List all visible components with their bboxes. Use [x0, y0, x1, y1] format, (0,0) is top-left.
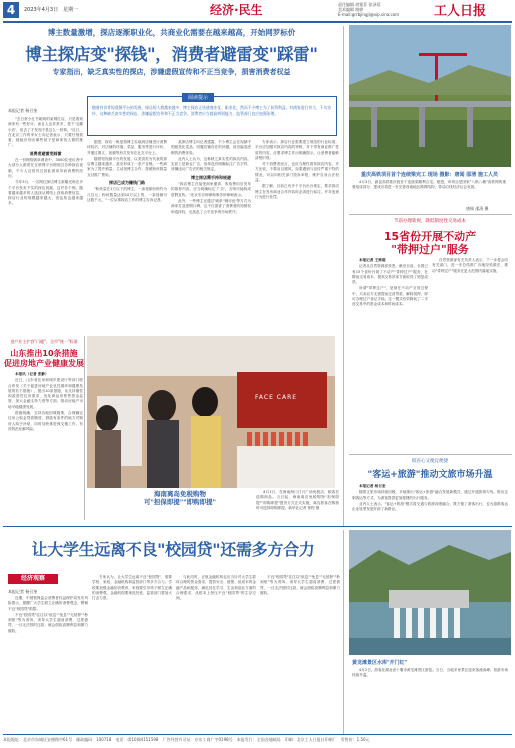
page-date: 2023年4月3日 星期一 — [24, 7, 79, 13]
face-care-sign: FACE CARE — [255, 394, 298, 401]
economic-observer-label: 经济观察 — [8, 574, 58, 584]
lead-col3-p2: 业内人士认为，这种缺乏真实性的探店内容，实质上是商业广告，但却没有明确标注广告字样，涉嫌违反广告法的相关规定。 — [171, 156, 251, 172]
tourism-p2: 业内人士表示，"客运+旅游"模式将交通与旅游深度融合，既方便了游客出行，也为道路客运企业转型发展开辟了新路径。 — [352, 501, 508, 512]
shandong-byline: 本报讯（记者 张翀） — [15, 372, 49, 376]
lead-col1-p3: 今年3月，一名网红探店博主被曝光称在多个平台发布不实的探店视频，这并非个例。随着越来越多的人选择从网络上获取消费信息，探店行业的规模越来越大，但乱象也越来越多。 — [8, 180, 83, 206]
daiya-body-left — [352, 258, 428, 450]
chongqing-caption: 重庆高铁项目首个连续梁完工 现场 摄影：唐闻 邵清 施工人员 — [361, 172, 498, 178]
lead-col-3 — [171, 140, 251, 330]
huanglongtan-art — [349, 530, 511, 655]
lead-subhead-3: 博主探店需手持和规避 — [191, 174, 231, 180]
daiya-p3: 自然资源部有关负责人表示，下一步将会同有关部门，进一步总结推广各地经验做法，推动"带押过户"服务在更大范围内落地实施。 — [432, 258, 508, 273]
campus-col-4 — [260, 575, 340, 732]
chongqing-credit: 唐闻 邵清 摄 — [466, 206, 489, 211]
newspaper-logo: 工人日报 — [434, 4, 487, 19]
lead-col4-p2: 对于消费者而言，也应当理性看待探店内容，多方比较，不要盲目跟风。如果遇到与宣传严重不符的情况，可以向相关部门投诉举报，维护自身合法权益。 — [255, 162, 339, 183]
huanglongtan-body — [352, 668, 508, 732]
divider-right-1 — [349, 214, 512, 215]
page-number: 4 — [3, 2, 19, 18]
lead-col4-p1: 专家表示，探店行业需要建立规范的行业标准，平台应加强对探店内容的审核，对于带有商业推广性质的内容，应要求博主作出明确提示，让消费者能够清楚识别。 — [255, 140, 339, 160]
duty-free-title: 海南离岛免税购物 可"担保即提""即购即提" — [143, 490, 217, 506]
daiya-p1: 记者从自然资源部获悉，截至目前，全国已有15个省份开展了不动产"带押过户"服务，在降低交易成本、提高交易效率方面取得了明显成效。 — [352, 264, 428, 285]
lead-deck: 专家指出，缺乏真实性的探店，涉嫌虚假宣传和不正当竞争，损害消费者权益 — [52, 68, 291, 76]
lead-col2-p2: 随着短视频平台的发展，以美食类为代表的探店博主越来越多，甚至形成了一条产业链。一些商家为了提升销量，主动找博主合作，按照粉丝数量支付推广费用。 — [87, 156, 167, 177]
tourism-kicker: 既省心又便宜便捷 — [412, 459, 448, 464]
tourism-title: "客运+旅游"推动文旅市场升温 — [367, 470, 493, 480]
tourism-byline: 本报记者 杨召奎 — [359, 484, 386, 488]
page-header — [0, 0, 515, 20]
duty-free-caption — [256, 490, 339, 520]
campus-p4: 与此同时，正规金融机构也应当针对大学生群体合理的资金需求，提供安全、便捷、低成本的金融产品和服务，满足其在学习、生活和创业方面的合理需求，从根本上挤压不良"校园贷"的生存空间。 — [176, 575, 256, 601]
divider-bottom — [3, 526, 512, 527]
lead-col2-p3: "粉丝量在1万以下的博主，一条视频价格约为几百元；粉丝数量达到10万以上的，一条视频可达数千元。"一位从事探店工作的博主告诉记者。 — [87, 187, 167, 202]
campus-p5: 不良"校园贷"往往以"低息""免息""无抵押""秒到账"等为诱饵，诱导大学生超前消费、过度借贷，一旦无法按时还款，就会面临高额利息和暴力催收。 — [260, 575, 340, 595]
chongqing-body — [352, 180, 506, 206]
lead-col3-p4: 此外，一些博主还通过'刷单''刷评论'等方式为商家打造虚假口碑，这不仅损害了消费者的知情权和选择权，也扰乱了公平竞争的市场秩序。 — [171, 198, 251, 214]
reading-tip-text: 随着抖音等短视频平台的发展，探店的人群越来越多，博主探店正快速商业化、职业化。然而不少博主为了获得利益，对商家进行夸大、不实宣传，这种缺乏真实性的探店，涉嫌虚假宣传和不正当竞争，消费者应当提高辨别能力，监管部门也应加强治理。 — [92, 105, 332, 116]
right-column-divider — [343, 26, 344, 526]
daiya-byline: 本报记者 王维砚 — [359, 258, 386, 262]
lead-col-1 — [8, 117, 83, 333]
daiya-kicker: 节前办理新规，降低制度性交易成本 — [394, 219, 466, 224]
campus-loan-headline: 让大学生远离不良"校园贷"还需多方合力 — [31, 540, 315, 559]
email-line: E-mail:grrbjingji@vip.sina.com — [338, 12, 399, 17]
header-rule — [3, 21, 512, 23]
lead-headline: 博主探店变"探钱"，消费者避雷变"踩雷" — [25, 45, 318, 64]
divider-shandong — [84, 336, 85, 520]
lead-col4-p3: 据了解，目前已有多个平台出台规定，要求探店博主在发布商业合作内容时必须进行标注，并对违规行为进行处罚。 — [255, 184, 339, 199]
daiya-title: 15省份开展不动产 "带押过户"服务 — [383, 230, 477, 256]
campus-col-1 — [8, 596, 88, 732]
chongqing-rail-photo — [349, 25, 511, 167]
shandong-p1: 近日，山东省住房和城乡建设厅等部门联合印发《关于促进房地产业良性循环和健康发展的若干措施》，提出10条措施，从支持刚性和改善性住房需求、优化商品房预售资金监管、加大金融支持力度等方面，推动房地产市场平稳健康发展。 — [8, 378, 83, 409]
duty-free-caption-text: 4月1日，在海南海口日月广场免税店，顾客在选购商品。当日起，海南离岛免税购物"担保即提""即购即提"提货方式正式实施，离岛旅客在购物时可选择即购即提。新华社记者 郭程 摄 — [256, 490, 339, 510]
daiya-body-right — [432, 258, 508, 450]
lead-col-2 — [87, 140, 167, 330]
art-editor-line: 美术编辑 路婷 — [338, 7, 364, 12]
shandong-p2: 措施明确，支持各地因城施策，合理确定住房公积金贷款额度，鼓励有条件的地方对购房人给予补贴，同时加快推进保交楼工作，有效防范化解风险。 — [8, 411, 83, 431]
footer-info: 本报地址：北京市东城区安德路甲61号 邮政编码：100718 电话：(010)84151598 广告经营许可证：京东工商广字0198号 本报发行：全国各地邮局 印刷：北京工人日报社印刷厂 零售价：1.50元 — [3, 737, 370, 742]
lead-col1-p2: 在一份网络刷单调查中，3000位受访者中大部分人都曾在互联网平台刷到过各种探店视频，不少人还曾有过因此被误导而消费的经历。 — [8, 158, 83, 178]
shandong-title: 山东推出10条措施 促进房地产业健康发展 — [4, 349, 84, 368]
campus-p1: 近期，中国银保监会消费者权益保护局发布风险提示，提醒广大学生树立正确的消费观念，警惕不良"校园贷"陷阱。 — [8, 596, 88, 611]
shandong-kicker: 进户业主扩容"门槛"，全市"统一"标准 — [10, 339, 78, 344]
lead-col3-p3: "探店博主在接受商家邀请、收取费用后发布的推荐内容，应当明确标注'广告'，否则可能构成虚假宣传。"北京市京师律师事务所律师表示。 — [171, 182, 251, 197]
campus-col-2 — [92, 575, 172, 732]
editors-line: 责任编辑 胡冕菲 张泽蓉 — [338, 2, 381, 7]
duty-free-photo — [87, 336, 335, 488]
lead-kicker: 博主数量激增，探店逐渐职业化，共商业化需要在越来越高，开始网罗标价 — [47, 28, 296, 37]
editors-block — [338, 2, 399, 17]
chongqing-rail-art — [349, 25, 511, 167]
chongqing-body-text: 4月3日，渝昆高铁重庆段首个连续梁顺利合龙。据悉，该项目是国家"八纵八横"高铁网的重要组成部分，建成后将进一步完善西南地区路网结构，带动沿线经济社会发展。 — [352, 180, 506, 190]
bottom-right-divider — [343, 530, 344, 734]
lead-col1-p1: "去日常小红书刷到的某网红店，只是看到商家有一些好评，而且人也非常多，是个'宝藏小店'，但去了才发现不是这么一回事。"近日，在北京工作的李女士向记者表示，只要仔细看看，就能识别出哪些帖子是商家找人做的推广。 — [8, 117, 83, 148]
campus-p3: 专家认为，让大学生远离不良"校园贷"，需要学校、家庭、金融机构和监管部门等多方合力。学校要加强金融知识教育，家庭要引导孩子树立正确的消费观，金融机构要规范经营，监管部门要加大打击力度。 — [92, 575, 172, 601]
campus-loan-byline: 本报记者 杨召奎 — [8, 589, 38, 594]
section-title: 经济·民生 — [210, 3, 263, 17]
footer-rule — [3, 734, 512, 735]
campus-p2: 不良"校园贷"往往以"低息""免息""无抵押""秒到账"等为诱饵，诱导大学生超前消费、过度借贷，一旦无法按时还款，就会面临高额利息和暴力催收。 — [8, 612, 88, 633]
lead-byline: 本报记者 杨召奎 — [8, 108, 38, 113]
lead-col2-p1: 据悉，探店一般是指博主实地到店铺进行消费体验后，对店铺的环境、菜品、服务等进行评价，并通过图文、视频等形式发布在社交平台上。 — [87, 140, 167, 155]
lead-col-4 — [255, 140, 339, 330]
tourism-body — [352, 484, 508, 522]
daiya-p2: 所谓"带押过户"，是指在不动产交易过程中，买卖双方无需提前还清贷款、解除抵押，即可办理过户登记手续。这一模式有效降低了二手房交易中的资金成本和时间成本。 — [352, 286, 428, 307]
reading-tip-box — [87, 96, 337, 136]
tourism-p1: 随着文旅市场持续回暖，多地推出"客运+旅游"融合发展新模式，通过开通旅游专线、推出定制客运等方式，为游客提供更加便捷的出行服务。 — [352, 490, 508, 500]
huanglongtan-photo — [349, 530, 511, 655]
huanglongtan-caption: 黄龙滩景区水库"开门红" — [352, 660, 408, 666]
lead-col3-p1: 某探店博主向记者透露，不少博主会在视频中刻意美化菜品，回避店铺存在的问题，甚至编造虚假的消费体验。 — [171, 140, 251, 155]
divider-right-2 — [349, 454, 512, 455]
lead-subhead-2: 探店已成为赚钱门路 — [109, 180, 145, 186]
campus-col-3 — [176, 575, 256, 732]
shandong-body — [8, 372, 83, 520]
reading-tip-label: 阅读提示 — [182, 93, 214, 102]
huanglongtan-body-text: 4月2日，游客在湖北省十堰市黄龙滩景区游览。当日，当地多家景区迎来客流高峰，旅游市场持续升温。 — [352, 668, 508, 678]
duty-free-photo-art — [87, 336, 335, 488]
lead-subhead-1: 消费者避雷变踩雷 — [29, 150, 62, 156]
